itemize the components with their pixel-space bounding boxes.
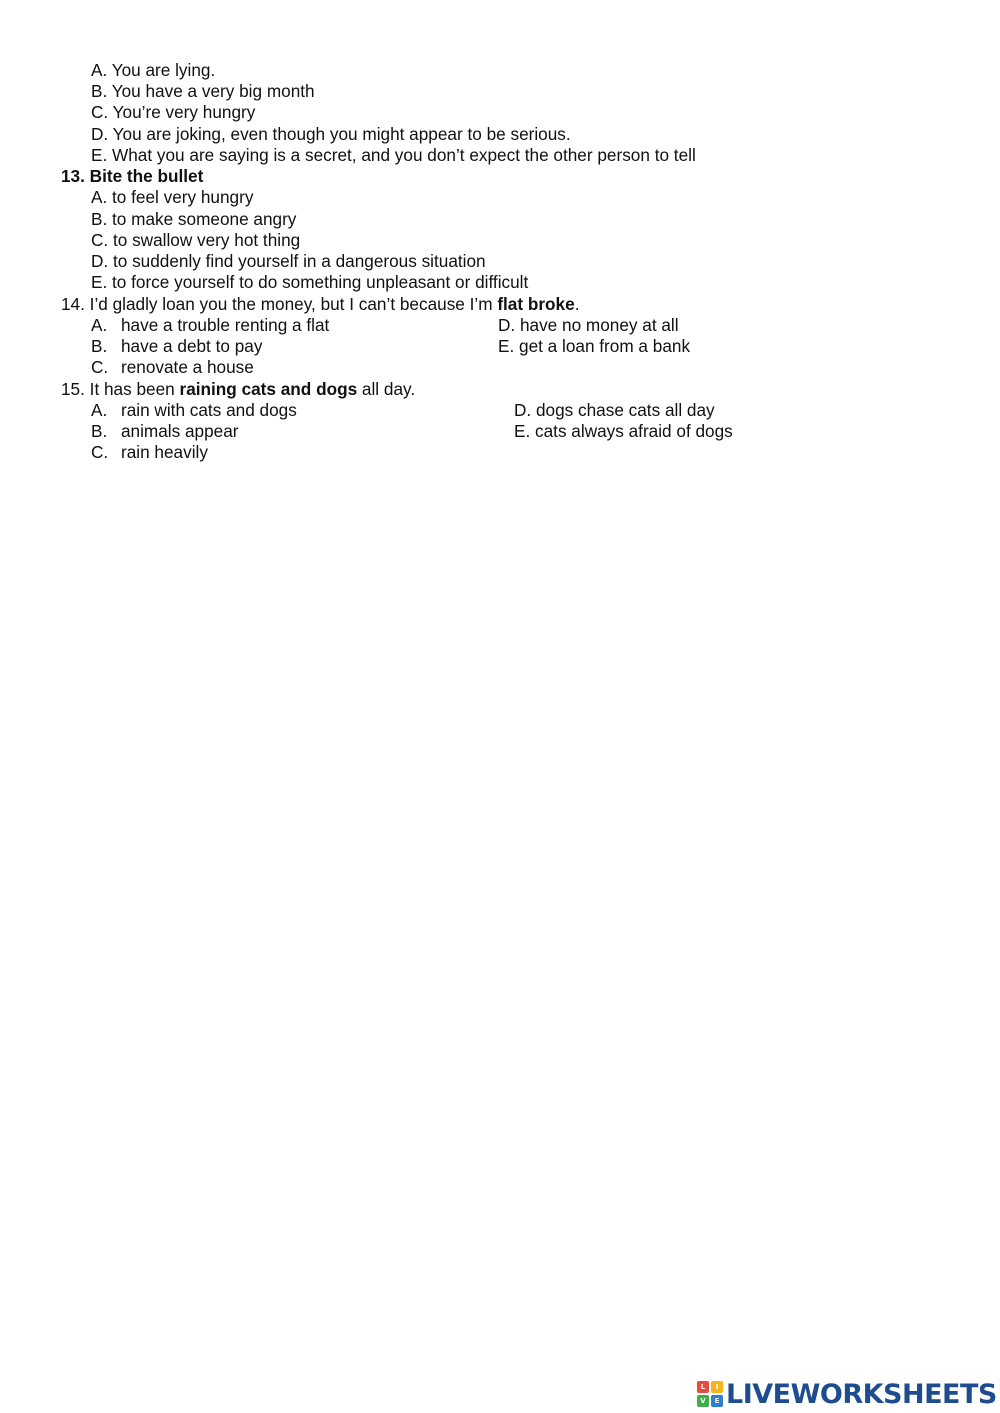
logo-tile-i: I — [711, 1381, 723, 1393]
logo-tile-l: L — [697, 1381, 709, 1393]
q15-option-d[interactable]: D. dogs chase cats all day — [514, 400, 715, 420]
q12-option-b[interactable]: B. You have a very big month — [91, 81, 315, 101]
q15-idiom: raining cats and dogs — [179, 379, 358, 399]
q15-option-b[interactable] — [91, 421, 239, 442]
q13-option-b[interactable]: B. to make someone angry — [91, 209, 297, 229]
q15-option-c-letter: C. — [91, 442, 109, 462]
q15-question — [61, 379, 415, 400]
q12-option-e[interactable]: E. What you are saying is a secret, and you don’t expect the other person to tell — [91, 145, 696, 165]
q14-option-b-letter: B. — [91, 336, 108, 356]
q14-option-a[interactable] — [91, 315, 329, 336]
q15-option-b-text: animals appear — [121, 421, 239, 441]
liveworksheets-wordmark: LIVEWORKSHEETS — [726, 1378, 997, 1410]
q15-option-e[interactable]: E. cats always afraid of dogs — [514, 421, 733, 441]
q14-option-b-text: have a debt to pay — [121, 336, 263, 356]
q12-option-a[interactable]: A. You are lying. — [91, 60, 216, 80]
liveworksheets-logo[interactable] — [697, 1378, 997, 1410]
logo-tile-e: E — [711, 1395, 723, 1407]
q14-suffix: . — [574, 294, 580, 314]
q14-question — [61, 294, 579, 315]
q15-prefix: 15. It has been — [61, 379, 180, 399]
q14-idiom: flat broke — [497, 294, 575, 314]
q15-option-b-letter: B. — [91, 421, 108, 441]
q15-option-a-letter: A. — [91, 400, 108, 420]
q14-option-b[interactable] — [91, 336, 262, 357]
q13-title: 13. Bite the bullet — [61, 166, 204, 186]
q14-option-d[interactable]: D. have no money at all — [498, 315, 679, 335]
liveworksheets-logo-icon — [697, 1381, 723, 1407]
q14-option-c[interactable] — [91, 357, 254, 378]
q14-option-c-letter: C. — [91, 357, 109, 377]
q13-option-e[interactable]: E. to force yourself to do something unpleasant or difficult — [91, 272, 529, 292]
q13-option-d[interactable]: D. to suddenly find yourself in a dangerous situation — [91, 251, 486, 271]
q15-suffix: all day. — [357, 379, 416, 399]
q15-option-c-text: rain heavily — [121, 442, 208, 462]
q14-option-a-text: have a trouble renting a flat — [121, 315, 330, 335]
q13-option-a[interactable]: A. to feel very hungry — [91, 187, 254, 207]
q14-option-e[interactable]: E. get a loan from a bank — [498, 336, 691, 356]
q14-option-a-letter: A. — [91, 315, 108, 335]
q13-option-c[interactable]: C. to swallow very hot thing — [91, 230, 301, 250]
q15-option-a[interactable] — [91, 400, 297, 421]
logo-tile-v: V — [697, 1395, 709, 1407]
q14-option-c-text: renovate a house — [121, 357, 254, 377]
q12-option-d[interactable]: D. You are joking, even though you might appear to be serious. — [91, 124, 571, 144]
q15-option-c[interactable] — [91, 442, 208, 463]
q12-option-c[interactable]: C. You’re very hungry — [91, 102, 256, 122]
q14-prefix: 14. I’d gladly loan you the money, but I can’t because I’m — [61, 294, 498, 314]
q15-option-a-text: rain with cats and dogs — [121, 400, 297, 420]
